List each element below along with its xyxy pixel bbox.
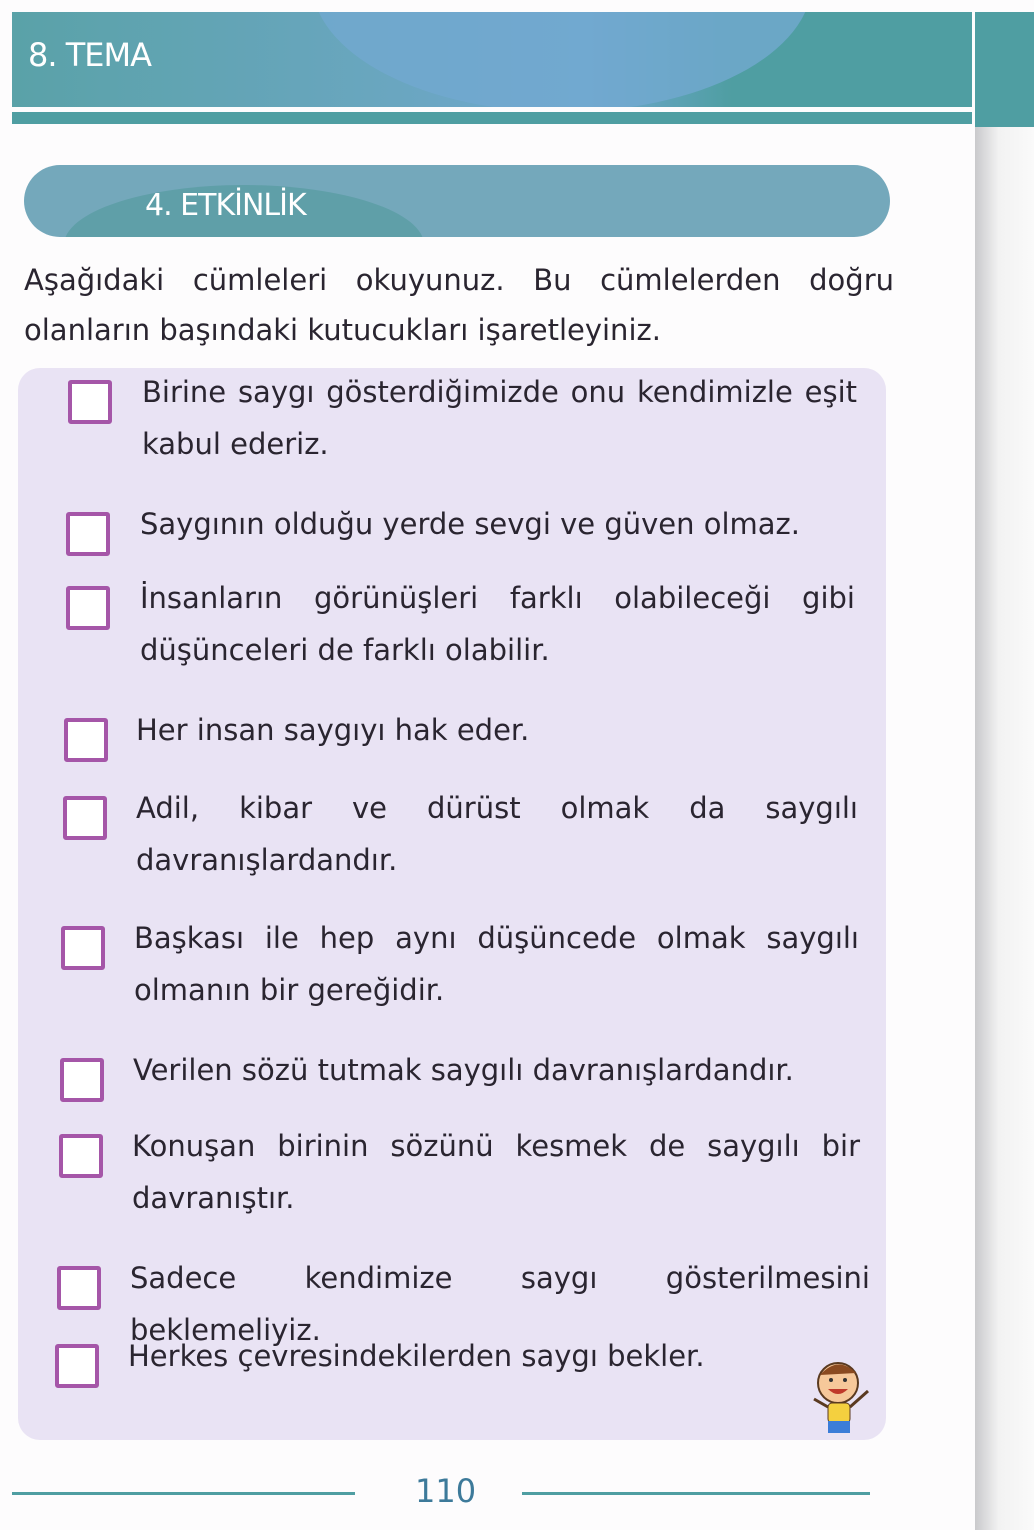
item-text: İnsanların görünüşleri farklı olabileceği gibi düşünceleri de farklı olabilir. [140,581,855,667]
item-text: Konuşan birinin sözünü kesmek de saygılı bir davranıştır. [132,1129,860,1215]
instruction-text: Aşağıdaki cümleleri okuyunuz. Bu cümlelerden doğru olanların başındaki kutucukları işaretleyiniz. [24,263,894,347]
theme-title: 8. TEMA [28,36,151,74]
item-text: Verilen sözü tutmak saygılı davranışlardandır. [133,1053,794,1087]
item-text: Her insan saygıyı hak eder. [136,713,530,747]
checkbox[interactable] [55,1344,99,1388]
footer-line-left [12,1492,355,1495]
checkbox[interactable] [63,796,107,840]
header-stripe [12,112,972,124]
item-text: Sadece kendimize saygı gösterilmesini beklemeliyiz. [130,1261,870,1347]
page-number: 110 [415,1472,477,1510]
item-text: Herkes çevresindekilerden saygı bekler. [128,1339,705,1373]
checkbox[interactable] [59,1134,103,1178]
checkbox[interactable] [66,512,110,556]
checkbox[interactable] [57,1266,101,1310]
footer-line-right [522,1492,870,1495]
checkbox[interactable] [64,718,108,762]
checkbox[interactable] [61,926,105,970]
item-text: Saygının olduğu yerde sevgi ve güven olmaz. [140,507,800,541]
facing-page-edge [975,12,1034,1530]
item-text: Birine saygı gösterdiğimizde onu kendimizle eşit kabul ederiz. [142,375,857,461]
checkbox[interactable] [60,1058,104,1102]
checklist-panel [18,368,886,1440]
item-text: Adil, kibar ve dürüst olmak da saygılı davranışlardandır. [136,791,858,877]
item-text: Başkası ile hep aynı düşüncede olmak saygılı olmanın bir gereğidir. [134,921,859,1007]
checkbox[interactable] [68,380,112,424]
checkbox[interactable] [66,586,110,630]
child-illustration-icon [808,1355,874,1445]
theme-banner [12,12,972,107]
activity-title: 4. ETKİNLİK [145,188,306,223]
